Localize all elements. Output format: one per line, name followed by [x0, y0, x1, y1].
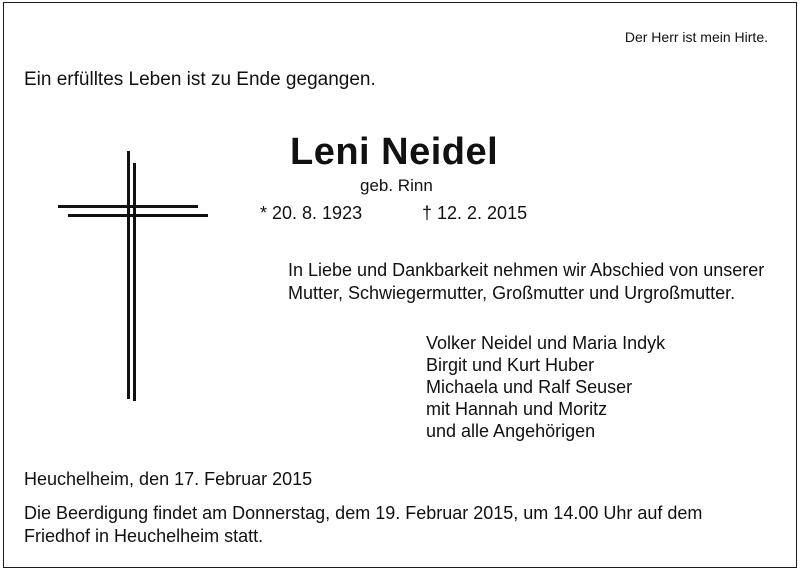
intro-text: Ein erfülltes Leben ist zu Ende gegangen.	[24, 69, 376, 90]
funeral-info	[24, 502, 784, 548]
mourner-line: mit Hannah und Moritz	[426, 399, 608, 419]
motto: Der Herr ist mein Hirte.	[624, 29, 768, 45]
birth-name: geb. Rinn	[360, 176, 433, 195]
mourner-line: Michaela und Ralf Seuser	[426, 377, 633, 397]
cross-icon	[54, 151, 214, 401]
birth-date: * 20. 8. 1923	[260, 203, 363, 223]
funeral-line: Die Beerdigung findet am Donnerstag, dem 19. Februar 2015, um 14.00 Uhr auf dem	[24, 503, 703, 523]
mourner-line: Volker Neidel und Maria Indyk	[426, 333, 666, 353]
place-and-date: Heuchelheim, den 17. Februar 2015	[24, 469, 313, 489]
farewell-line: Mutter, Schwiegermutter, Großmutter und Urgroßmutter.	[288, 283, 736, 303]
death-date: † 12. 2. 2015	[422, 203, 528, 223]
mourner-line: Birgit und Kurt Huber	[426, 355, 595, 375]
mourner-line: und alle Angehörigen	[426, 421, 596, 441]
obituary-notice	[3, 2, 797, 568]
funeral-line: Friedhof in Heuchelheim statt.	[24, 526, 264, 546]
deceased-name: Leni Neidel	[290, 131, 499, 173]
farewell-text	[288, 259, 764, 305]
mourners-list	[426, 332, 665, 442]
farewell-line: In Liebe und Dankbarkeit nehmen wir Abschied von unserer	[288, 260, 765, 280]
